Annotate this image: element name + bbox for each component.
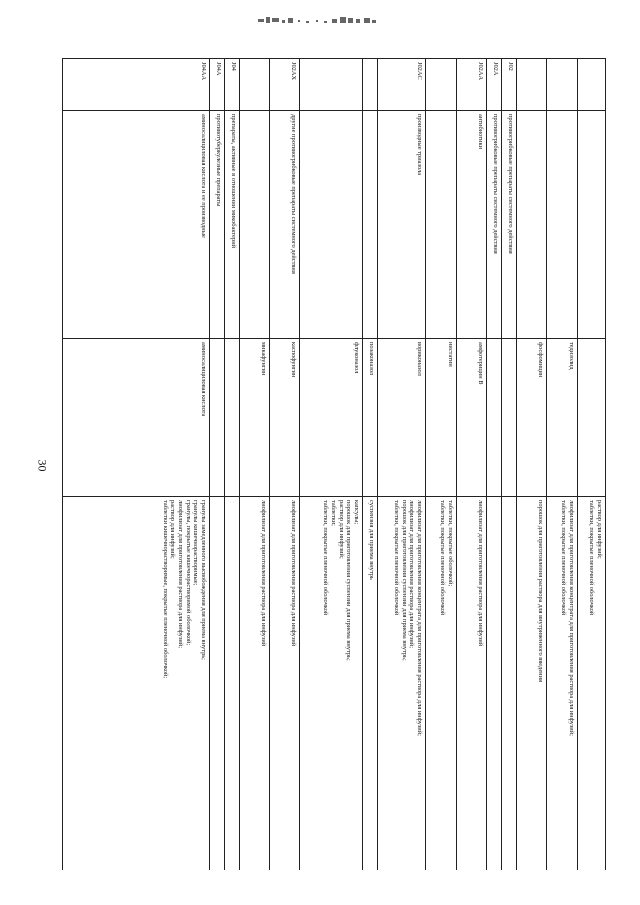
table-row — [210, 59, 225, 871]
atc-code-cell: J02A — [487, 59, 502, 111]
atc-code-cell — [547, 59, 578, 111]
atc-code-cell — [300, 59, 363, 111]
table-row — [517, 59, 547, 871]
rotated-page — [62, 58, 606, 870]
dosage-forms-cell — [547, 497, 578, 871]
dosage-form-line: таблетки, покрытые пленочной оболочкой — [392, 500, 400, 616]
dosage-form-line: лиофилизат для приготовления концентрата для приготовления раствора для инфузий; — [568, 500, 575, 736]
dosage-form-line: гранулы замедленного высвобождения для приема внутрь; — [200, 500, 207, 660]
dosage-form-line: капсулы; — [353, 500, 360, 525]
dosage-forms-cell — [578, 497, 606, 871]
dosage-form-line: таблетки, покрытые пленочной оболочкой — [439, 500, 447, 616]
drug-name-cell: позаконазол — [363, 339, 378, 497]
atc-code-cell: J02AX — [270, 59, 300, 111]
dosage-forms-cell — [63, 497, 210, 871]
dosage-forms-cell — [210, 497, 225, 871]
dosage-form-line: таблетки кишечнорастворимые, покрытые пленочной оболочкой; — [161, 500, 169, 679]
drug-name-cell: каспофунгин — [270, 339, 300, 497]
dosage-form-line: лиофилизат для приготовления раствора для инфузий; — [408, 500, 416, 648]
dosage-forms-cell — [487, 497, 502, 871]
dosage-forms-cell — [378, 497, 426, 871]
dosage-form-line: лиофилизат для приготовления концентрата для приготовления раствора для инфузий; — [416, 500, 423, 736]
table-row — [547, 59, 578, 871]
drug-name-cell: вориконазол — [378, 339, 426, 497]
anatomic-group-cell: противотуберкулезные препараты — [210, 111, 225, 339]
table-row — [502, 59, 517, 871]
document-table-area — [62, 58, 606, 870]
drug-name-cell — [578, 339, 606, 497]
anatomic-group-cell: аминосалициловая кислота и ее производные — [63, 111, 210, 339]
anatomic-group-cell: противогрибковые препараты системного действия — [487, 111, 502, 339]
table-row — [578, 59, 606, 871]
atc-code-cell — [517, 59, 547, 111]
anatomic-group-cell — [300, 111, 363, 339]
scan-stamp-mark — [258, 16, 378, 26]
dosage-form-line: таблетки, покрытые пленочной оболочкой — [560, 500, 568, 616]
dosage-forms-cell — [363, 497, 378, 871]
dosage-forms-cell — [270, 497, 300, 871]
atc-code-cell: J02AA — [457, 59, 487, 111]
anatomic-group-cell: антибиотики — [457, 111, 487, 339]
atc-code-cell: J04AA — [63, 59, 210, 111]
drug-name-cell: тедизолид — [547, 339, 578, 497]
drug-table-body — [63, 59, 606, 871]
dosage-form-line: раствор для инфузий; — [169, 500, 177, 559]
dosage-form-line: лиофилизат для приготовления раствора для инфузий — [290, 500, 297, 647]
dosage-form-line: раствор для инфузий; — [596, 500, 603, 559]
dosage-form-line: гранулы, покрытые кишечнорастворимой оболочкой; — [184, 500, 192, 646]
anatomic-group-cell — [578, 111, 606, 339]
table-row — [457, 59, 487, 871]
anatomic-group-cell: препараты, активные в отношении микобактерий — [225, 111, 240, 339]
anatomic-group-cell — [363, 111, 378, 339]
table-row — [378, 59, 426, 871]
drug-name-cell — [502, 339, 517, 497]
drug-name-cell — [210, 339, 225, 497]
atc-code-cell — [426, 59, 457, 111]
anatomic-group-cell: производные триазола — [378, 111, 426, 339]
atc-code-cell: J04 — [225, 59, 240, 111]
anatomic-group-cell — [426, 111, 457, 339]
drug-name-cell: нистатин — [426, 339, 457, 497]
dosage-form-line: лиофилизат для приготовления раствора для инфузий — [260, 500, 267, 647]
dosage-form-line: таблетки; — [329, 500, 337, 526]
drug-name-cell: амфотерицин B — [457, 339, 487, 497]
dosage-form-line: гранулы кишечнорастворимые; — [192, 500, 200, 586]
drug-name-cell — [225, 339, 240, 497]
table-row — [426, 59, 457, 871]
dosage-form-line: раствор для инфузий; — [337, 500, 345, 559]
dosage-form-line: суспензия для приема внутрь — [368, 500, 375, 580]
anatomic-group-cell — [240, 111, 270, 339]
anatomic-group-cell: противогрибковые препараты системного действия — [502, 111, 517, 339]
table-row — [270, 59, 300, 871]
anatomic-group-cell — [517, 111, 547, 339]
dosage-form-line: таблетки, покрытые пленочной оболочкой — [322, 500, 330, 616]
drug-table — [62, 58, 606, 870]
table-row — [240, 59, 270, 871]
drug-name-cell — [487, 339, 502, 497]
drug-name-cell: микафунгин — [240, 339, 270, 497]
dosage-forms-cell — [457, 497, 487, 871]
table-row — [225, 59, 240, 871]
anatomic-group-cell — [547, 111, 578, 339]
dosage-form-line: порошок для приготовления суспензии для приема внутрь; — [345, 500, 353, 661]
dosage-form-line: таблетки, покрытые оболочкой; — [447, 500, 454, 587]
atc-code-cell: J04A — [210, 59, 225, 111]
table-row — [363, 59, 378, 871]
table-row — [487, 59, 502, 871]
dosage-form-line: таблетки, покрытые пленочной оболочкой — [588, 500, 596, 616]
atc-code-cell — [363, 59, 378, 111]
dosage-forms-cell — [517, 497, 547, 871]
dosage-form-line: лиофилизат для приготовления раствора для инфузий — [477, 500, 484, 647]
dosage-forms-cell — [502, 497, 517, 871]
dosage-forms-cell — [240, 497, 270, 871]
page-number: 30 — [35, 459, 50, 472]
dosage-form-line: порошок для приготовления раствора для внутривенного введения — [537, 500, 544, 682]
table-row — [63, 59, 210, 871]
atc-code-cell — [578, 59, 606, 111]
drug-name-cell: фосфомицин — [517, 339, 547, 497]
drug-name-cell: аминосалициловая кислота — [63, 339, 210, 497]
anatomic-group-cell: другие противогрибковые препараты системного действия — [270, 111, 300, 339]
dosage-forms-cell — [426, 497, 457, 871]
table-row — [300, 59, 363, 871]
atc-code-cell — [240, 59, 270, 111]
atc-code-cell: J02 — [502, 59, 517, 111]
dosage-forms-cell — [300, 497, 363, 871]
dosage-form-line: порошок для приготовления суспензии для приема внутрь; — [400, 500, 408, 661]
atc-code-cell: J02AC — [378, 59, 426, 111]
dosage-forms-cell — [225, 497, 240, 871]
drug-name-cell: флуконазол — [300, 339, 363, 497]
dosage-form-line: лиофилизат для приготовления раствора для инфузий; — [176, 500, 184, 648]
